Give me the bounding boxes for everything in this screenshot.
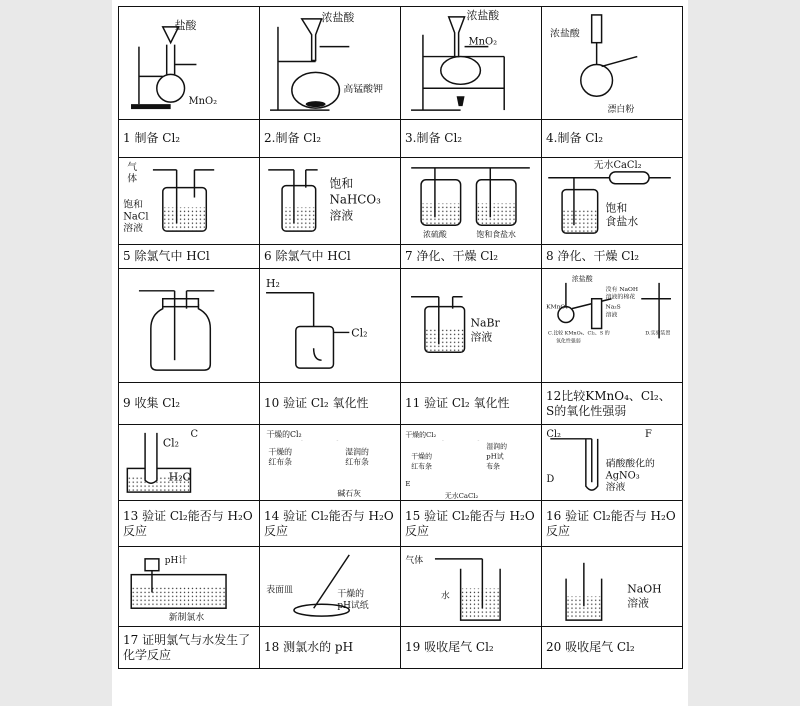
label-e: E: [405, 480, 411, 489]
label-sol-1: NaBr: [470, 316, 500, 330]
caption-18: 18 测氯水的 pH: [260, 627, 401, 669]
label-solid: MnO₂: [188, 96, 218, 108]
label-acid: 浓盐酸: [321, 10, 355, 24]
label-sol-2: NaHCO₃: [329, 192, 381, 207]
label-r2: 红布条: [345, 457, 369, 467]
label-bottom: 碱石灰: [337, 489, 362, 499]
label-l2: 红布条: [268, 457, 292, 467]
label-sol-2: 溶液: [627, 596, 650, 610]
caption-14: 14 验证 Cl₂能否与 H₂O 反应: [260, 501, 401, 547]
label-gas: 干燥的Cl₂: [266, 429, 302, 439]
label-solid: MnO₂: [468, 36, 498, 48]
label-water: H₂O: [168, 470, 192, 484]
apparatus-1-figure: [119, 7, 260, 120]
apparatus-3-figure: [401, 7, 542, 120]
label-n4: 溶液: [605, 311, 618, 319]
label-sol-2: 食盐水: [605, 215, 639, 229]
apparatus-8-figure: [542, 158, 683, 245]
caption-4: 4.制备 Cl₂: [542, 120, 683, 158]
label-r1: 湿润的: [486, 442, 507, 451]
apparatus-15-figure: [401, 425, 542, 501]
label-p2: pH试纸: [337, 601, 369, 612]
caption-8: 8 净化、干燥 Cl₂: [542, 245, 683, 269]
label-out: Cl₂: [351, 326, 368, 340]
label-d: D: [546, 474, 555, 486]
label-gas: 干燥的Cl₂: [405, 430, 437, 439]
caption-12: 12比较KMnO₄、Cl₂、S的氧化性强弱: [542, 383, 683, 425]
label-right: 饱和食盐水: [476, 230, 516, 240]
apparatus-10-figure: [260, 269, 401, 383]
caption-11: 11 验证 Cl₂ 氧化性: [401, 383, 542, 425]
label-s1: 硝酸酸化的: [605, 458, 655, 470]
label-dish: 表面皿: [266, 585, 293, 596]
label-r1: 湿润的: [345, 447, 369, 457]
label-left: 浓硫酸: [423, 230, 447, 240]
apparatus-16-figure: [542, 425, 683, 501]
label-p1: 干燥的: [337, 589, 365, 600]
label-bottom: 无水CaCl₂: [444, 492, 479, 500]
label-sol-2: 溶液: [470, 330, 493, 344]
label-acid: 浓盐酸: [550, 28, 580, 40]
apparatus-6-figure: [260, 158, 401, 245]
label-n3: Na₂S: [605, 303, 621, 311]
apparatus-4-figure: [542, 7, 683, 120]
label-gas: H₂: [266, 276, 280, 290]
caption-3: 3.制备 Cl₂: [401, 120, 542, 158]
caption-10: 10 验证 Cl₂ 氧化性: [260, 383, 401, 425]
caption-9: 9 收集 Cl₂: [119, 383, 260, 425]
caption-7: 7 净化、干燥 Cl₂: [401, 245, 542, 269]
label-gas: Cl₂: [546, 428, 562, 440]
label-sol-3: 溶液: [329, 208, 354, 223]
label-acid: 盐酸: [174, 18, 197, 32]
label-acid: 浓盐酸: [466, 8, 500, 22]
caption-17: 17 证明氯气与水发生了化学反应: [119, 627, 260, 669]
label-r3: 布条: [486, 462, 501, 471]
label-gas-2: 体: [127, 173, 138, 185]
label-sol-1: 饱和: [123, 199, 144, 211]
label-solid: 漂白粉: [607, 105, 635, 116]
label-s2: AgNO₃: [605, 470, 640, 482]
label-sol-3: 溶液: [123, 223, 144, 235]
label-cap-a: C.比较 KMnO₄、Cl₂、S 的: [548, 330, 610, 337]
label-l1: 干燥的: [268, 447, 292, 457]
label-sol-1: 饱和: [329, 176, 354, 191]
apparatus-11-figure: [401, 269, 542, 383]
label-probe: pH计: [164, 555, 188, 566]
label-c: C: [190, 428, 199, 440]
label-l2: 红布条: [411, 462, 432, 471]
apparatus-5-figure: [119, 158, 260, 245]
caption-16: 16 验证 Cl₂能否与 H₂O 反应: [542, 501, 683, 547]
caption-1: 1 制备 Cl₂: [119, 120, 260, 158]
label-n2: 溶液的棉花: [605, 293, 636, 301]
caption-5: 5 除氯气中 HCl: [119, 245, 260, 269]
caption-13: 13 验证 Cl₂能否与 H₂O 反应: [119, 501, 260, 547]
label-solid: 高锰酸钾: [343, 84, 384, 96]
apparatus-12-figure: [542, 269, 683, 383]
caption-20: 20 吸收尾气 Cl₂: [542, 627, 683, 669]
label-r2: pH试: [486, 452, 504, 461]
label-sol-1: 饱和: [605, 201, 628, 215]
caption-19: 19 吸收尾气 Cl₂: [401, 627, 542, 669]
apparatus-table: [118, 6, 683, 669]
label-cap-a2: 氧化性强弱: [555, 338, 581, 345]
apparatus-14-figure: [260, 425, 401, 501]
label-dryer: 无水CaCl₂: [593, 159, 642, 171]
label-gas: 气体: [405, 555, 424, 566]
label-f: F: [645, 428, 652, 440]
label-acid: 浓盐酸: [571, 274, 593, 283]
label-s3: 溶液: [605, 482, 626, 494]
apparatus-18-figure: [260, 547, 401, 627]
apparatus-13-figure: [119, 425, 260, 501]
caption-15: 15 验证 Cl₂能否与 H₂O 反应: [401, 501, 542, 547]
label-sol-2: NaCl: [123, 211, 149, 223]
apparatus-9-figure: [119, 269, 260, 383]
worksheet: [112, 0, 688, 706]
label-n1: 没有 NaOH: [605, 285, 639, 293]
apparatus-20-figure: [542, 547, 683, 627]
caption-6: 6 除氯气中 HCl: [260, 245, 401, 269]
apparatus-2-figure: [260, 7, 401, 120]
label-water: 水: [440, 591, 450, 602]
label-gas-1: 气: [127, 161, 138, 173]
apparatus-19-figure: [401, 547, 542, 627]
caption-2: 2.制备 Cl₂: [260, 120, 401, 158]
apparatus-7-figure: [401, 158, 542, 245]
label-gas: Cl₂: [162, 436, 179, 450]
label-kmno4: KMnO₄: [546, 303, 568, 311]
apparatus-17-figure: [119, 547, 260, 627]
label-cap-b: D.实验装置: [645, 330, 671, 337]
label-sol-1: NaOH: [627, 582, 662, 596]
label-l1: 干燥的: [411, 452, 432, 461]
label-water: 新制氯水: [168, 613, 205, 624]
